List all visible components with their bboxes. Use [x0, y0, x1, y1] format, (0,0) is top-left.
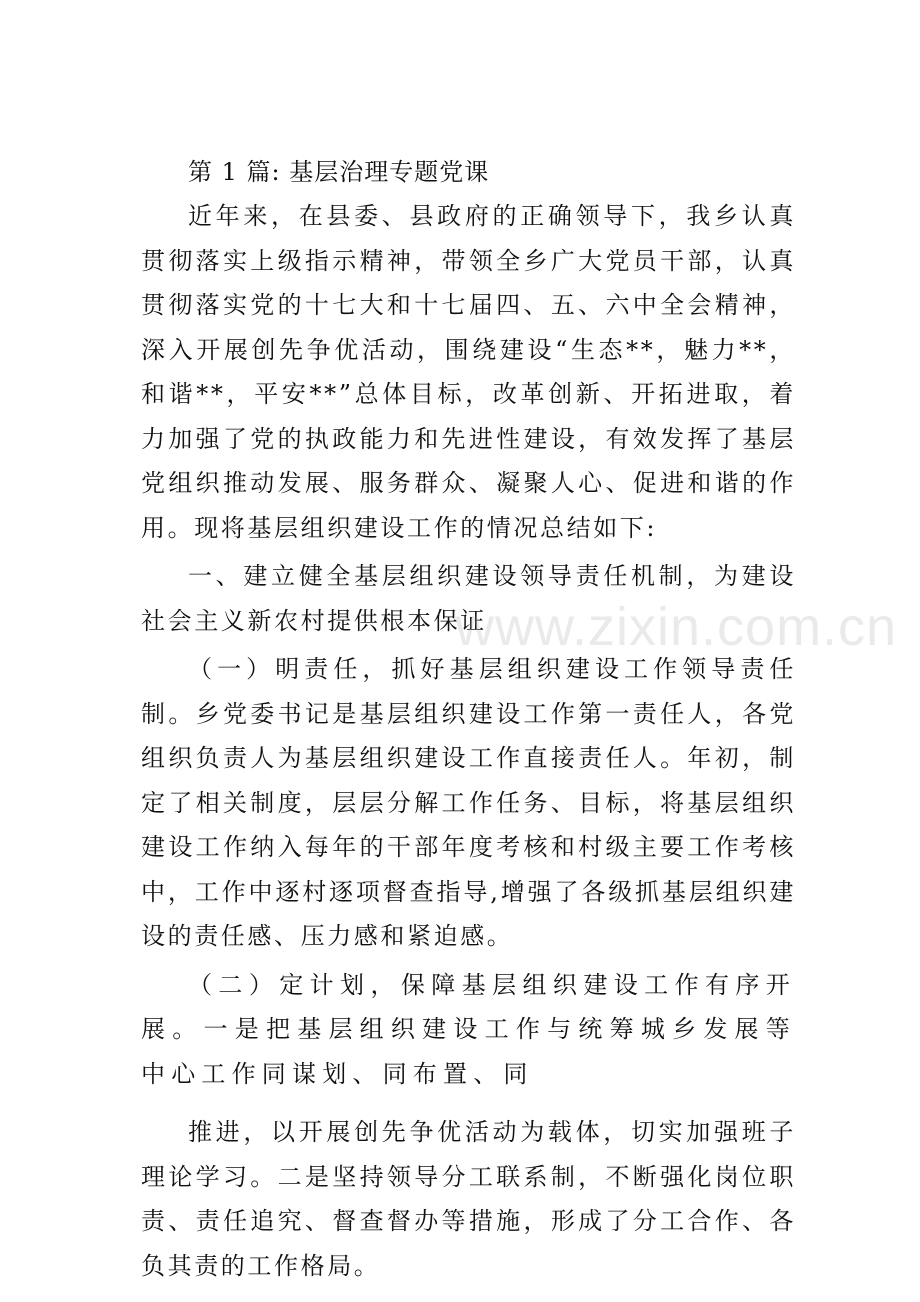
watermark-text: www.zixin.com.cn: [455, 597, 898, 657]
document-title: 第 1 篇: 基层治理专题党课: [188, 158, 490, 186]
subsection-paragraph-two: （二）定计划，保障基层组织建设工作有序开展。一是把基层组织建设工作与统筹城乡发展等中心工作同谋划、同布置、同: [141, 970, 796, 1088]
subsection-paragraph-one: （一）明责任，抓好基层组织建设工作领导责任制。乡党委书记是基层组织建设工作第一责任人，各党组织负责人为基层组织建设工作直接责任人。年初，制定了相关制度，层层分解工作任务、目标，将基层组织建设工作纳入每年的干部年度考核和村级主要工作考核中，工作中逐村逐项督查指导,增强了各级抓基层组织建设的责任感、压力感和紧迫感。: [141, 655, 796, 950]
intro-paragraph: 近年来，在县委、县政府的正确领导下，我乡认真贯彻落实上级指示精神，带领全乡广大党员干部，认真贯彻落实党的十七大和十七届四、五、六中全会精神，深入开展创先争优活动，围绕建设“生态**，魅力**，和谐**，平安**”总体目标，改革创新、开拓进取，着力加强了党的执政能力和先进性建设，有效发挥了基层党组织推动发展、服务群众、凝聚人心、促进和谐的作用。现将基层组织建设工作的情况总结如下:: [141, 202, 796, 542]
section-heading-one: 一、建立健全基层组织建设领导责任机制，为建设社会主义新农村提供根本保证: [141, 562, 796, 635]
document-body: [141, 150, 796, 1288]
continuation-paragraph: 推进，以开展创先争优活动为载体，切实加强班子理论学习。二是坚持领导分工联系制，不断强化岗位职责、责任追究、督查督办等措施，形成了分工合作、各负其责的工作格局。: [141, 1118, 796, 1280]
